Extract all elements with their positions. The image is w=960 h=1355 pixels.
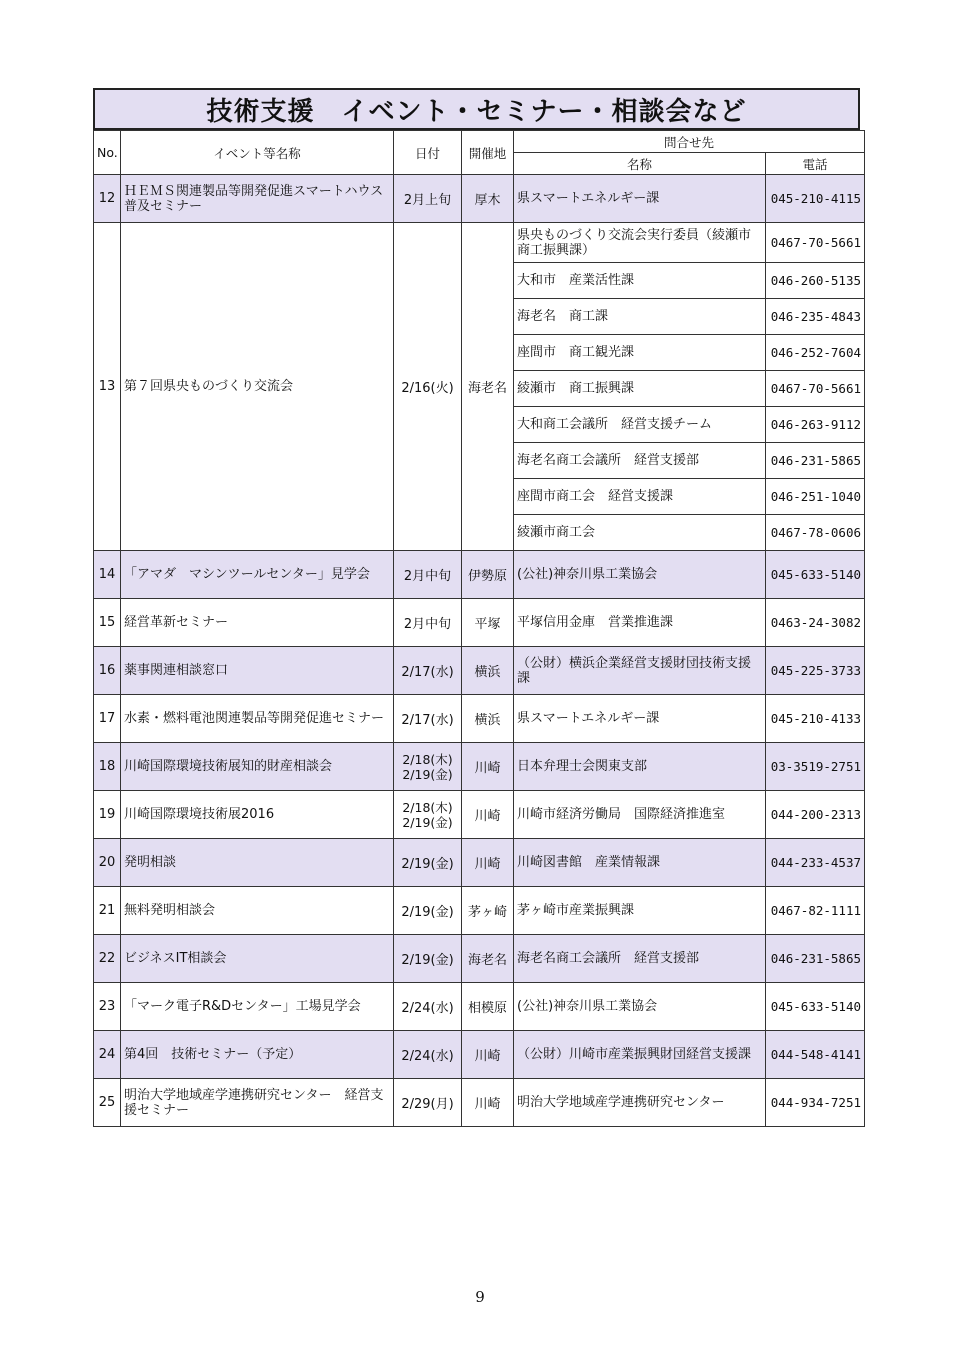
table-row [94, 791, 865, 839]
table-row [94, 935, 865, 983]
contact-name: 座間市 商工観光課 [514, 335, 766, 371]
event-date: 2/18(木) 2/19(金) [394, 743, 462, 791]
contact-phone: 046-231-5865 [766, 443, 865, 479]
event-name: 水素・燃料電池関連製品等開発促進セミナー [121, 695, 394, 743]
header-event-name: イベント等名称 [121, 131, 394, 175]
row-no: 13 [94, 223, 121, 551]
event-name: 「マーク電子R&Dセンター」工場見学会 [121, 983, 394, 1031]
table-row [94, 1031, 865, 1079]
event-date: 2/24(水) [394, 983, 462, 1031]
event-name: 「アマダ マシンツールセンター」見学会 [121, 551, 394, 599]
contact-name: （公財）横浜企業経営支援財団技術支援課 [514, 647, 766, 695]
table-row [94, 695, 865, 743]
table-row [94, 223, 865, 263]
event-venue: 茅ヶ崎 [462, 887, 514, 935]
contact-name: （公財）川崎市産業振興財団経営支援課 [514, 1031, 766, 1079]
contact-name: 県央ものづくり交流会実行委員（綾瀬市商工振興課） [514, 223, 766, 263]
contact-phone: 044-548-4141 [766, 1031, 865, 1079]
contact-name: 大和商工会議所 経営支援チーム [514, 407, 766, 443]
contact-phone: 0467-78-0606 [766, 515, 865, 551]
contact-name: 日本弁理士会関東支部 [514, 743, 766, 791]
contact-name: (公社)神奈川県工業協会 [514, 983, 766, 1031]
header-contact-name: 名称 [514, 153, 766, 175]
contact-phone: 0463-24-3082 [766, 599, 865, 647]
event-date: 2/19(金) [394, 935, 462, 983]
contact-name: 県スマートエネルギー課 [514, 695, 766, 743]
event-venue: 伊勢原 [462, 551, 514, 599]
contact-phone: 045-633-5140 [766, 983, 865, 1031]
contact-phone: 044-200-2313 [766, 791, 865, 839]
contact-name: 茅ヶ崎市産業振興課 [514, 887, 766, 935]
header-no: No. [94, 131, 121, 175]
event-date: 2月上旬 [394, 175, 462, 223]
row-no: 25 [94, 1079, 121, 1127]
event-date: 2月中旬 [394, 551, 462, 599]
event-venue: 海老名 [462, 935, 514, 983]
contact-phone: 046-263-9112 [766, 407, 865, 443]
event-venue: 川崎 [462, 1079, 514, 1127]
contact-name: 海老名 商工課 [514, 299, 766, 335]
event-date: 2/17(水) [394, 695, 462, 743]
event-name: 川崎国際環境技術展2016 [121, 791, 394, 839]
table-row [94, 1079, 865, 1127]
event-name: 明治大学地域産学連携研究センター 経営支援セミナー [121, 1079, 394, 1127]
contact-phone: 0467-70-5661 [766, 223, 865, 263]
table-row [94, 743, 865, 791]
contact-phone: 046-235-4843 [766, 299, 865, 335]
contact-phone: 0467-82-1111 [766, 887, 865, 935]
event-date: 2月中旬 [394, 599, 462, 647]
row-no: 24 [94, 1031, 121, 1079]
contact-phone: 045-633-5140 [766, 551, 865, 599]
event-date: 2/19(金) [394, 839, 462, 887]
event-venue: 海老名 [462, 223, 514, 551]
event-name: 第4回 技術セミナー（予定） [121, 1031, 394, 1079]
contact-phone: 046-231-5865 [766, 935, 865, 983]
event-name: 川崎国際環境技術展知的財産相談会 [121, 743, 394, 791]
event-name: 第７回県央ものづくり交流会 [121, 223, 394, 551]
row-no: 14 [94, 551, 121, 599]
event-name: 経営革新セミナー [121, 599, 394, 647]
contact-phone: 045-210-4133 [766, 695, 865, 743]
contact-name: 綾瀬市商工会 [514, 515, 766, 551]
contact-phone: 046-252-7604 [766, 335, 865, 371]
event-name: 発明相談 [121, 839, 394, 887]
event-venue: 平塚 [462, 599, 514, 647]
row-no: 19 [94, 791, 121, 839]
table-row [94, 599, 865, 647]
contact-phone: 046-251-1040 [766, 479, 865, 515]
event-venue: 川崎 [462, 743, 514, 791]
header-venue: 開催地 [462, 131, 514, 175]
table-row [94, 839, 865, 887]
event-date: 2/29(月) [394, 1079, 462, 1127]
contact-phone: 03-3519-2751 [766, 743, 865, 791]
row-no: 23 [94, 983, 121, 1031]
event-venue: 厚木 [462, 175, 514, 223]
event-venue: 横浜 [462, 695, 514, 743]
event-name: ＨＥＭＳ関連製品等開発促進スマートハウス普及セミナー [121, 175, 394, 223]
table-row [94, 887, 865, 935]
table-row [94, 551, 865, 599]
contact-name: 明治大学地域産学連携研究センター [514, 1079, 766, 1127]
row-no: 15 [94, 599, 121, 647]
contact-name: 座間市商工会 経営支援課 [514, 479, 766, 515]
table-row [94, 175, 865, 223]
event-date: 2/16(火) [394, 223, 462, 551]
contact-name: 川崎市経済労働局 国際経済推進室 [514, 791, 766, 839]
contact-phone: 0467-70-5661 [766, 371, 865, 407]
contact-name: 平塚信用金庫 営業推進課 [514, 599, 766, 647]
row-no: 12 [94, 175, 121, 223]
page-title: 技術支援 イベント・セミナー・相談会など [93, 88, 860, 130]
contact-phone: 044-934-7251 [766, 1079, 865, 1127]
contact-phone: 045-225-3733 [766, 647, 865, 695]
event-date: 2/17(水) [394, 647, 462, 695]
contact-name: 県スマートエネルギー課 [514, 175, 766, 223]
event-date: 2/19(金) [394, 887, 462, 935]
header-contact-phone: 電話 [766, 153, 865, 175]
event-date: 2/24(水) [394, 1031, 462, 1079]
event-venue: 川崎 [462, 839, 514, 887]
table-row [94, 647, 865, 695]
event-name: 無料発明相談会 [121, 887, 394, 935]
contact-phone: 045-210-4115 [766, 175, 865, 223]
contact-name: 海老名商工会議所 経営支援部 [514, 935, 766, 983]
row-no: 20 [94, 839, 121, 887]
row-no: 21 [94, 887, 121, 935]
row-no: 22 [94, 935, 121, 983]
row-no: 17 [94, 695, 121, 743]
header-contact: 問合せ先 [514, 131, 865, 153]
event-venue: 横浜 [462, 647, 514, 695]
contact-name: 川崎図書館 産業情報課 [514, 839, 766, 887]
contact-name: 大和市 産業活性課 [514, 263, 766, 299]
event-venue: 川崎 [462, 1031, 514, 1079]
event-venue: 相模原 [462, 983, 514, 1031]
contact-name: 海老名商工会議所 経営支援部 [514, 443, 766, 479]
contact-name: (公社)神奈川県工業協会 [514, 551, 766, 599]
header-date: 日付 [394, 131, 462, 175]
event-name: ビジネスIT相談会 [121, 935, 394, 983]
row-no: 16 [94, 647, 121, 695]
row-no: 18 [94, 743, 121, 791]
event-venue: 川崎 [462, 791, 514, 839]
event-name: 薬事関連相談窓口 [121, 647, 394, 695]
event-table [93, 130, 865, 1127]
contact-phone: 046-260-5135 [766, 263, 865, 299]
contact-name: 綾瀬市 商工振興課 [514, 371, 766, 407]
table-row [94, 983, 865, 1031]
page-number: 9 [475, 1288, 485, 1306]
event-date: 2/18(木) 2/19(金) [394, 791, 462, 839]
contact-phone: 044-233-4537 [766, 839, 865, 887]
